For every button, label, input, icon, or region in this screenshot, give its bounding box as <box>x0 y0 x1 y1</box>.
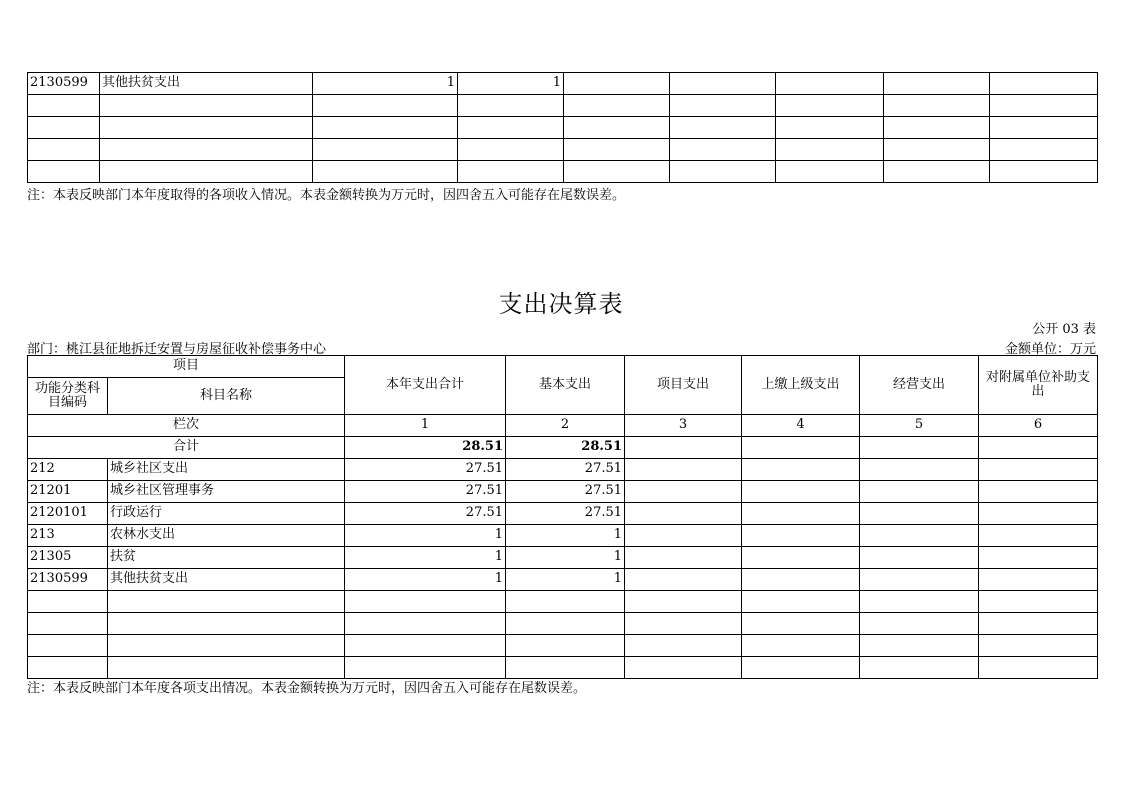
cell <box>458 117 564 139</box>
cell <box>564 161 670 183</box>
unit-label: 金额单位：万元 <box>1004 342 1096 357</box>
total-label: 合计 <box>28 437 345 459</box>
cell <box>108 591 345 613</box>
cell <box>28 635 108 657</box>
cell-value: 1 <box>458 73 564 95</box>
total-value <box>625 437 742 459</box>
column-index: 1 <box>345 415 506 437</box>
table-row <box>28 569 1098 591</box>
cell-value: 27.51 <box>345 481 506 503</box>
cell-value <box>742 459 860 481</box>
cell <box>860 657 979 679</box>
cell-name: 城乡社区管理事务 <box>108 481 345 503</box>
cell <box>742 635 860 657</box>
cell <box>100 95 313 117</box>
cell-value <box>625 569 742 591</box>
column-index-row <box>28 415 1098 437</box>
cell-value <box>979 569 1098 591</box>
cell-value <box>979 503 1098 525</box>
total-row <box>28 437 1098 459</box>
cell <box>28 613 108 635</box>
cell <box>345 635 506 657</box>
cell-value <box>860 525 979 547</box>
cell-value <box>742 569 860 591</box>
total-value <box>979 437 1098 459</box>
table-row <box>28 657 1098 679</box>
cell <box>313 161 458 183</box>
cell-value <box>625 503 742 525</box>
cell-value <box>990 73 1098 95</box>
cell <box>108 613 345 635</box>
cell-value <box>742 503 860 525</box>
cell <box>458 95 564 117</box>
cell-code: 2130599 <box>28 73 100 95</box>
cell <box>28 117 100 139</box>
cell-value <box>979 481 1098 503</box>
cell <box>108 657 345 679</box>
cell <box>458 139 564 161</box>
cell <box>884 117 990 139</box>
cell <box>313 95 458 117</box>
cell-value <box>979 547 1098 569</box>
header-item: 项目 <box>28 356 345 378</box>
column-index: 3 <box>625 415 742 437</box>
header-col-basic: 基本支出 <box>506 356 625 415</box>
cell <box>884 95 990 117</box>
total-value <box>860 437 979 459</box>
cell <box>979 613 1098 635</box>
cell <box>742 591 860 613</box>
cell-value <box>860 503 979 525</box>
cell <box>564 139 670 161</box>
cell-value: 1 <box>506 569 625 591</box>
cell-value <box>742 481 860 503</box>
cell-value <box>742 547 860 569</box>
cell-value <box>860 481 979 503</box>
cell <box>776 139 884 161</box>
header-col-operating: 经营支出 <box>860 356 979 415</box>
cell-value: 1 <box>345 547 506 569</box>
cell-code: 2130599 <box>28 569 108 591</box>
cell-code: 213 <box>28 525 108 547</box>
table-row <box>28 481 1098 503</box>
cell-value <box>625 525 742 547</box>
cell <box>108 635 345 657</box>
cell <box>776 95 884 117</box>
cell <box>979 657 1098 679</box>
cell-value <box>884 73 990 95</box>
cell-value: 27.51 <box>345 459 506 481</box>
table-row <box>28 117 1098 139</box>
cell <box>506 657 625 679</box>
column-index: 5 <box>860 415 979 437</box>
cell-value <box>670 73 776 95</box>
form-number: 公开 03 表 <box>1032 322 1096 337</box>
expenditure-table <box>27 355 1098 679</box>
column-index: 2 <box>506 415 625 437</box>
cell <box>564 117 670 139</box>
cell-value: 1 <box>313 73 458 95</box>
total-value: 28.51 <box>506 437 625 459</box>
table-row <box>28 139 1098 161</box>
cell <box>100 161 313 183</box>
cell-value: 27.51 <box>506 481 625 503</box>
cell-value <box>860 569 979 591</box>
cell <box>564 95 670 117</box>
cell <box>625 657 742 679</box>
cell <box>990 117 1098 139</box>
department-label: 部门：桃江县征地拆迁安置与房屋征收补偿事务中心 <box>27 342 327 357</box>
cell <box>313 117 458 139</box>
cell-value <box>564 73 670 95</box>
cell <box>313 139 458 161</box>
cell <box>625 591 742 613</box>
column-index: 6 <box>979 415 1098 437</box>
header-row <box>28 356 1098 378</box>
cell <box>742 613 860 635</box>
cell <box>742 657 860 679</box>
cell <box>776 161 884 183</box>
cell-value <box>625 547 742 569</box>
top-note: 注：本表反映部门本年度取得的各项收入情况。本表金额转换为万元时，因四舍五入可能存在尾数误差。 <box>27 188 626 203</box>
cell-value <box>776 73 884 95</box>
cell <box>100 117 313 139</box>
table-row <box>28 613 1098 635</box>
table-row <box>28 525 1098 547</box>
cell-value <box>860 547 979 569</box>
table-row <box>28 503 1098 525</box>
cell <box>506 635 625 657</box>
income-table-continuation <box>27 72 1098 183</box>
cell-code: 212 <box>28 459 108 481</box>
cell-name: 农林水支出 <box>108 525 345 547</box>
cell <box>345 613 506 635</box>
total-value <box>742 437 860 459</box>
cell <box>506 613 625 635</box>
page-title: 支出决算表 <box>498 290 624 318</box>
cell-value: 27.51 <box>506 459 625 481</box>
cell-value: 1 <box>506 525 625 547</box>
cell-value: 1 <box>506 547 625 569</box>
cell <box>28 591 108 613</box>
column-index-label: 栏次 <box>28 415 345 437</box>
cell <box>670 117 776 139</box>
table-row <box>28 591 1098 613</box>
cell <box>28 657 108 679</box>
cell <box>345 591 506 613</box>
cell-value <box>979 525 1098 547</box>
cell <box>884 161 990 183</box>
cell-name: 其他扶贫支出 <box>108 569 345 591</box>
cell-code: 2120101 <box>28 503 108 525</box>
cell-code: 21305 <box>28 547 108 569</box>
cell <box>990 95 1098 117</box>
cell-value <box>625 481 742 503</box>
cell-value <box>742 525 860 547</box>
cell <box>670 161 776 183</box>
cell-value <box>625 459 742 481</box>
cell <box>860 591 979 613</box>
header-col-project: 项目支出 <box>625 356 742 415</box>
cell <box>990 139 1098 161</box>
cell <box>506 591 625 613</box>
header-col-subsidy: 对附属单位补助支出 <box>979 356 1098 415</box>
cell <box>345 657 506 679</box>
cell <box>884 139 990 161</box>
cell <box>670 139 776 161</box>
bottom-note: 注：本表反映部门本年度各项支出情况。本表金额转换为万元时，因四舍五入可能存在尾数误差。 <box>27 681 587 696</box>
cell-value: 27.51 <box>506 503 625 525</box>
header-col-remit: 上缴上级支出 <box>742 356 860 415</box>
table-row <box>28 635 1098 657</box>
cell <box>860 635 979 657</box>
cell-value <box>860 459 979 481</box>
cell <box>670 95 776 117</box>
header-code: 功能分类科目编码 <box>28 378 108 415</box>
cell-name: 城乡社区支出 <box>108 459 345 481</box>
cell <box>28 95 100 117</box>
cell-value: 27.51 <box>345 503 506 525</box>
cell-name: 其他扶贫支出 <box>100 73 313 95</box>
table-row <box>28 547 1098 569</box>
cell-value: 1 <box>345 525 506 547</box>
table-row <box>28 459 1098 481</box>
table-row <box>28 73 1098 95</box>
cell-name: 扶贫 <box>108 547 345 569</box>
cell <box>625 613 742 635</box>
header-col-total: 本年支出合计 <box>345 356 506 415</box>
column-index: 4 <box>742 415 860 437</box>
header-name: 科目名称 <box>108 378 345 415</box>
table-row <box>28 161 1098 183</box>
cell <box>979 591 1098 613</box>
cell <box>28 161 100 183</box>
cell <box>100 139 313 161</box>
table-row <box>28 95 1098 117</box>
cell <box>776 117 884 139</box>
cell-value: 1 <box>345 569 506 591</box>
cell <box>458 161 564 183</box>
cell <box>28 139 100 161</box>
cell-name: 行政运行 <box>108 503 345 525</box>
cell-value <box>979 459 1098 481</box>
cell <box>979 635 1098 657</box>
cell <box>625 635 742 657</box>
total-value: 28.51 <box>345 437 506 459</box>
cell-code: 21201 <box>28 481 108 503</box>
cell <box>860 613 979 635</box>
cell <box>990 161 1098 183</box>
